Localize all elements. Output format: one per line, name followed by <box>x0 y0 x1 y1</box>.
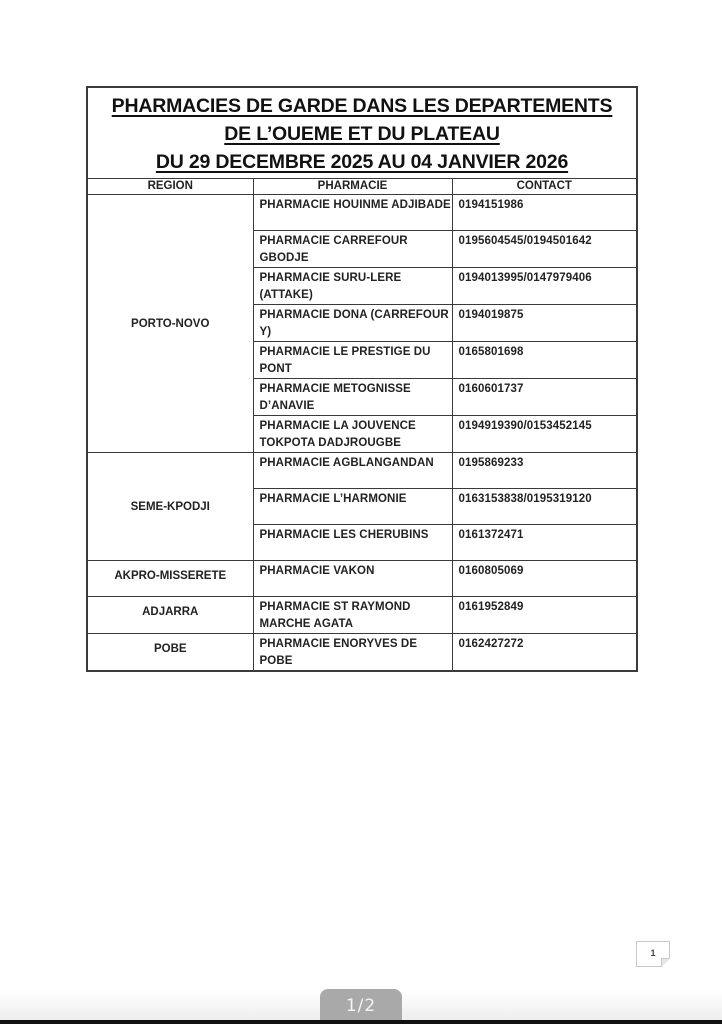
pharmacy-name: PHARMACIE ENORYVES DE POBE <box>253 634 452 672</box>
title-line-1: PHARMACIES DE GARDE DANS LES DEPARTEMENTS <box>111 95 613 117</box>
table-row <box>87 195 637 231</box>
region-cell: PORTO-NOVO <box>87 195 253 453</box>
pharmacy-contact: 0194151986 <box>452 195 637 231</box>
pharmacy-contact: 0195869233 <box>452 453 637 489</box>
pharmacy-name: PHARMACIE ST RAYMOND MARCHE AGATA <box>253 597 452 634</box>
pharmacy-contact: 0163153838/0195319120 <box>452 489 637 525</box>
title-line-2: DE L’OUEME ET DU PLATEAU <box>224 123 500 145</box>
pharmacy-name: PHARMACIE HOUINME ADJIBADE <box>253 195 452 231</box>
pharmacy-name: PHARMACIE DONA (CARREFOUR Y) <box>253 305 452 342</box>
column-header-pharmacie: PHARMACIE <box>253 179 452 195</box>
table-row <box>87 634 637 672</box>
page-number: 1 <box>650 948 656 958</box>
pharmacy-name: PHARMACIE LES CHERUBINS <box>253 525 452 561</box>
title-row <box>87 87 637 179</box>
region-cell: SEME-KPODJI <box>87 453 253 561</box>
pharmacy-contact: 0194019875 <box>452 305 637 342</box>
table-row <box>87 597 637 634</box>
pharmacy-contact: 0161372471 <box>452 525 637 561</box>
region-cell: ADJARRA <box>87 597 253 634</box>
title-line-3: DU 29 DECEMBRE 2025 AU 04 JANVIER 2026 <box>155 151 569 173</box>
pharmacy-contact: 0162427272 <box>452 634 637 672</box>
column-header-region: REGION <box>87 179 253 195</box>
pharmacy-name: PHARMACIE L’HARMONIE <box>253 489 452 525</box>
pharmacy-contact: 0195604545/0194501642 <box>452 231 637 268</box>
viewer-bottom-bar <box>0 1020 722 1024</box>
pharmacy-name: PHARMACIE AGBLANGANDAN <box>253 453 452 489</box>
pharmacy-name: PHARMACIE CARREFOUR GBODJE <box>253 231 452 268</box>
table-row <box>87 561 637 597</box>
pharmacy-contact: 0161952849 <box>452 597 637 634</box>
pharmacy-contact: 0194919390/0153452145 <box>452 416 637 453</box>
region-cell: POBE <box>87 634 253 672</box>
page-number-badge <box>636 941 670 967</box>
region-cell: AKPRO-MISSERETE <box>87 561 253 597</box>
document-title <box>87 87 637 179</box>
pharmacy-name: PHARMACIE METOGNISSE D’ANAVIE <box>253 379 452 416</box>
pharmacy-table <box>86 86 638 672</box>
pharmacy-name: PHARMACIE VAKON <box>253 561 452 597</box>
pharmacy-name: PHARMACIE LA JOUVENCE TOKPOTA DADJROUGBE <box>253 416 452 453</box>
page-indicator[interactable]: 1/2 <box>320 989 402 1024</box>
pharmacy-contact: 0165801698 <box>452 342 637 379</box>
page-fold-icon <box>661 958 670 967</box>
pharmacy-name: PHARMACIE LE PRESTIGE DU PONT <box>253 342 452 379</box>
pharmacy-contact: 0160805069 <box>452 561 637 597</box>
table-row <box>87 453 637 489</box>
pharmacy-contact: 0160601737 <box>452 379 637 416</box>
pharmacy-contact: 0194013995/0147979406 <box>452 268 637 305</box>
header-row <box>87 179 637 195</box>
pharmacy-name: PHARMACIE SURU-LERE (ATTAKE) <box>253 268 452 305</box>
column-header-contact: CONTACT <box>452 179 637 195</box>
